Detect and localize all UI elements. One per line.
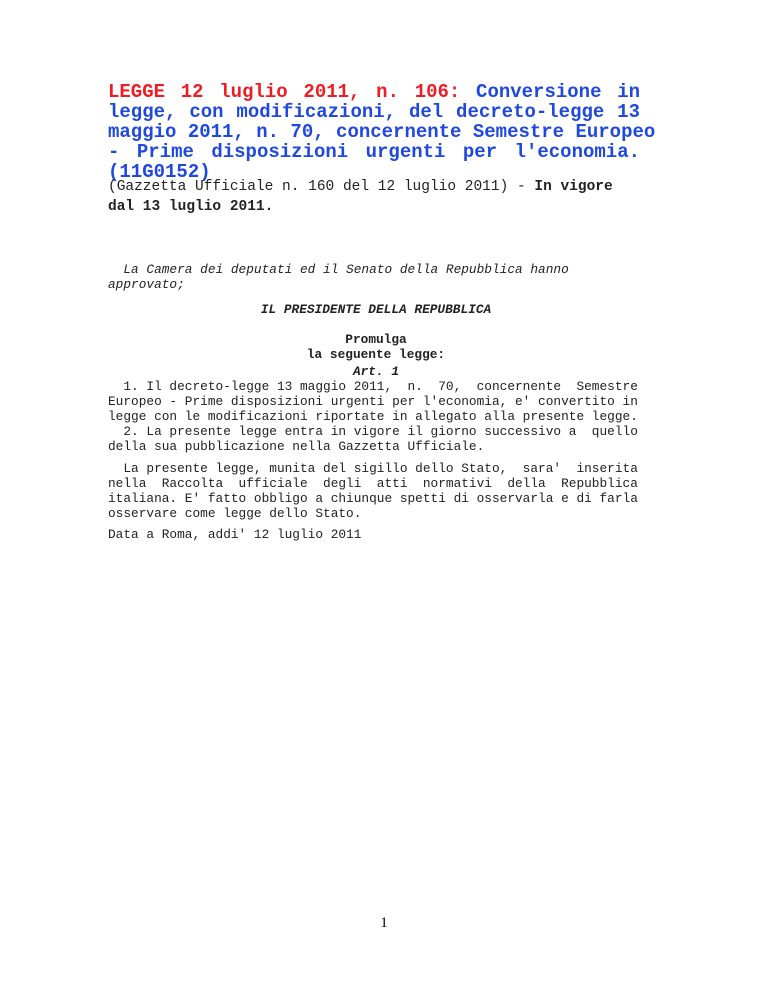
title-line-2: legge, con modificazioni, del decreto-legge 13 [108, 101, 640, 123]
article-line: Europeo - Prime disposizioni urgenti per l'economia, e' convertito in [108, 394, 638, 409]
camera-line-1: La Camera dei deputati ed il Senato della Repubblica hanno [108, 262, 569, 277]
in-vigore-date: dal 13 luglio 2011. [108, 199, 274, 215]
promulga-block [108, 332, 644, 362]
article-line: 1. Il decreto-legge 13 maggio 2011, n. 70, concernente Semestre [108, 379, 638, 394]
document-title [108, 81, 656, 183]
title-blue-part: Conversione in [460, 81, 641, 103]
article-line: 2. La presente legge entra in vigore il giorno successivo a quello [108, 424, 638, 439]
in-vigore-label: In vigore [534, 179, 613, 195]
presente-line: La presente legge, munita del sigillo dello Stato, sara' inserita [108, 461, 638, 476]
presente-line: nella Raccolta ufficiale degli atti normativi della Repubblica [108, 476, 638, 491]
gazzetta-reference [108, 177, 648, 217]
title-line-1 [108, 82, 640, 102]
article-heading: Art. 1 [352, 364, 400, 379]
article-line: della sua pubblicazione nella Gazzetta Ufficiale. [108, 439, 485, 454]
presidente-heading [108, 302, 644, 317]
gazzetta-text: (Gazzetta Ufficiale n. 160 del 12 luglio 2011) - [108, 179, 535, 195]
presente-paragraph [108, 461, 644, 521]
promulga-line-1: Promulga [345, 332, 407, 347]
promulga-line-2: la seguente legge: [306, 347, 446, 362]
article-1 [108, 364, 644, 454]
title-line-4: - Prime disposizioni urgenti per l'economia. [108, 141, 640, 163]
date-text: Data a Roma, addi' 12 luglio 2011 [108, 527, 362, 542]
date-line [108, 527, 644, 542]
presente-line: osservare come legge dello Stato. [108, 506, 362, 521]
presente-line: italiana. E' fatto obbligo a chiunque spetti di osservarla e di farla [108, 491, 638, 506]
title-line-3: maggio 2011, n. 70, concernente Semestre Europeo [108, 121, 656, 143]
title-line-5: (11G0152) [108, 161, 211, 183]
title-red-part: LEGGE 12 luglio 2011, n. 106: [108, 81, 461, 103]
article-line: legge con le modificazioni riportate in allegato alla presente legge. [108, 409, 638, 424]
presidente-text: IL PRESIDENTE DELLA REPUBBLICA [260, 302, 492, 317]
camera-line-2: approvato; [108, 277, 185, 292]
camera-paragraph [108, 262, 644, 292]
page-number: 1 [380, 915, 388, 931]
